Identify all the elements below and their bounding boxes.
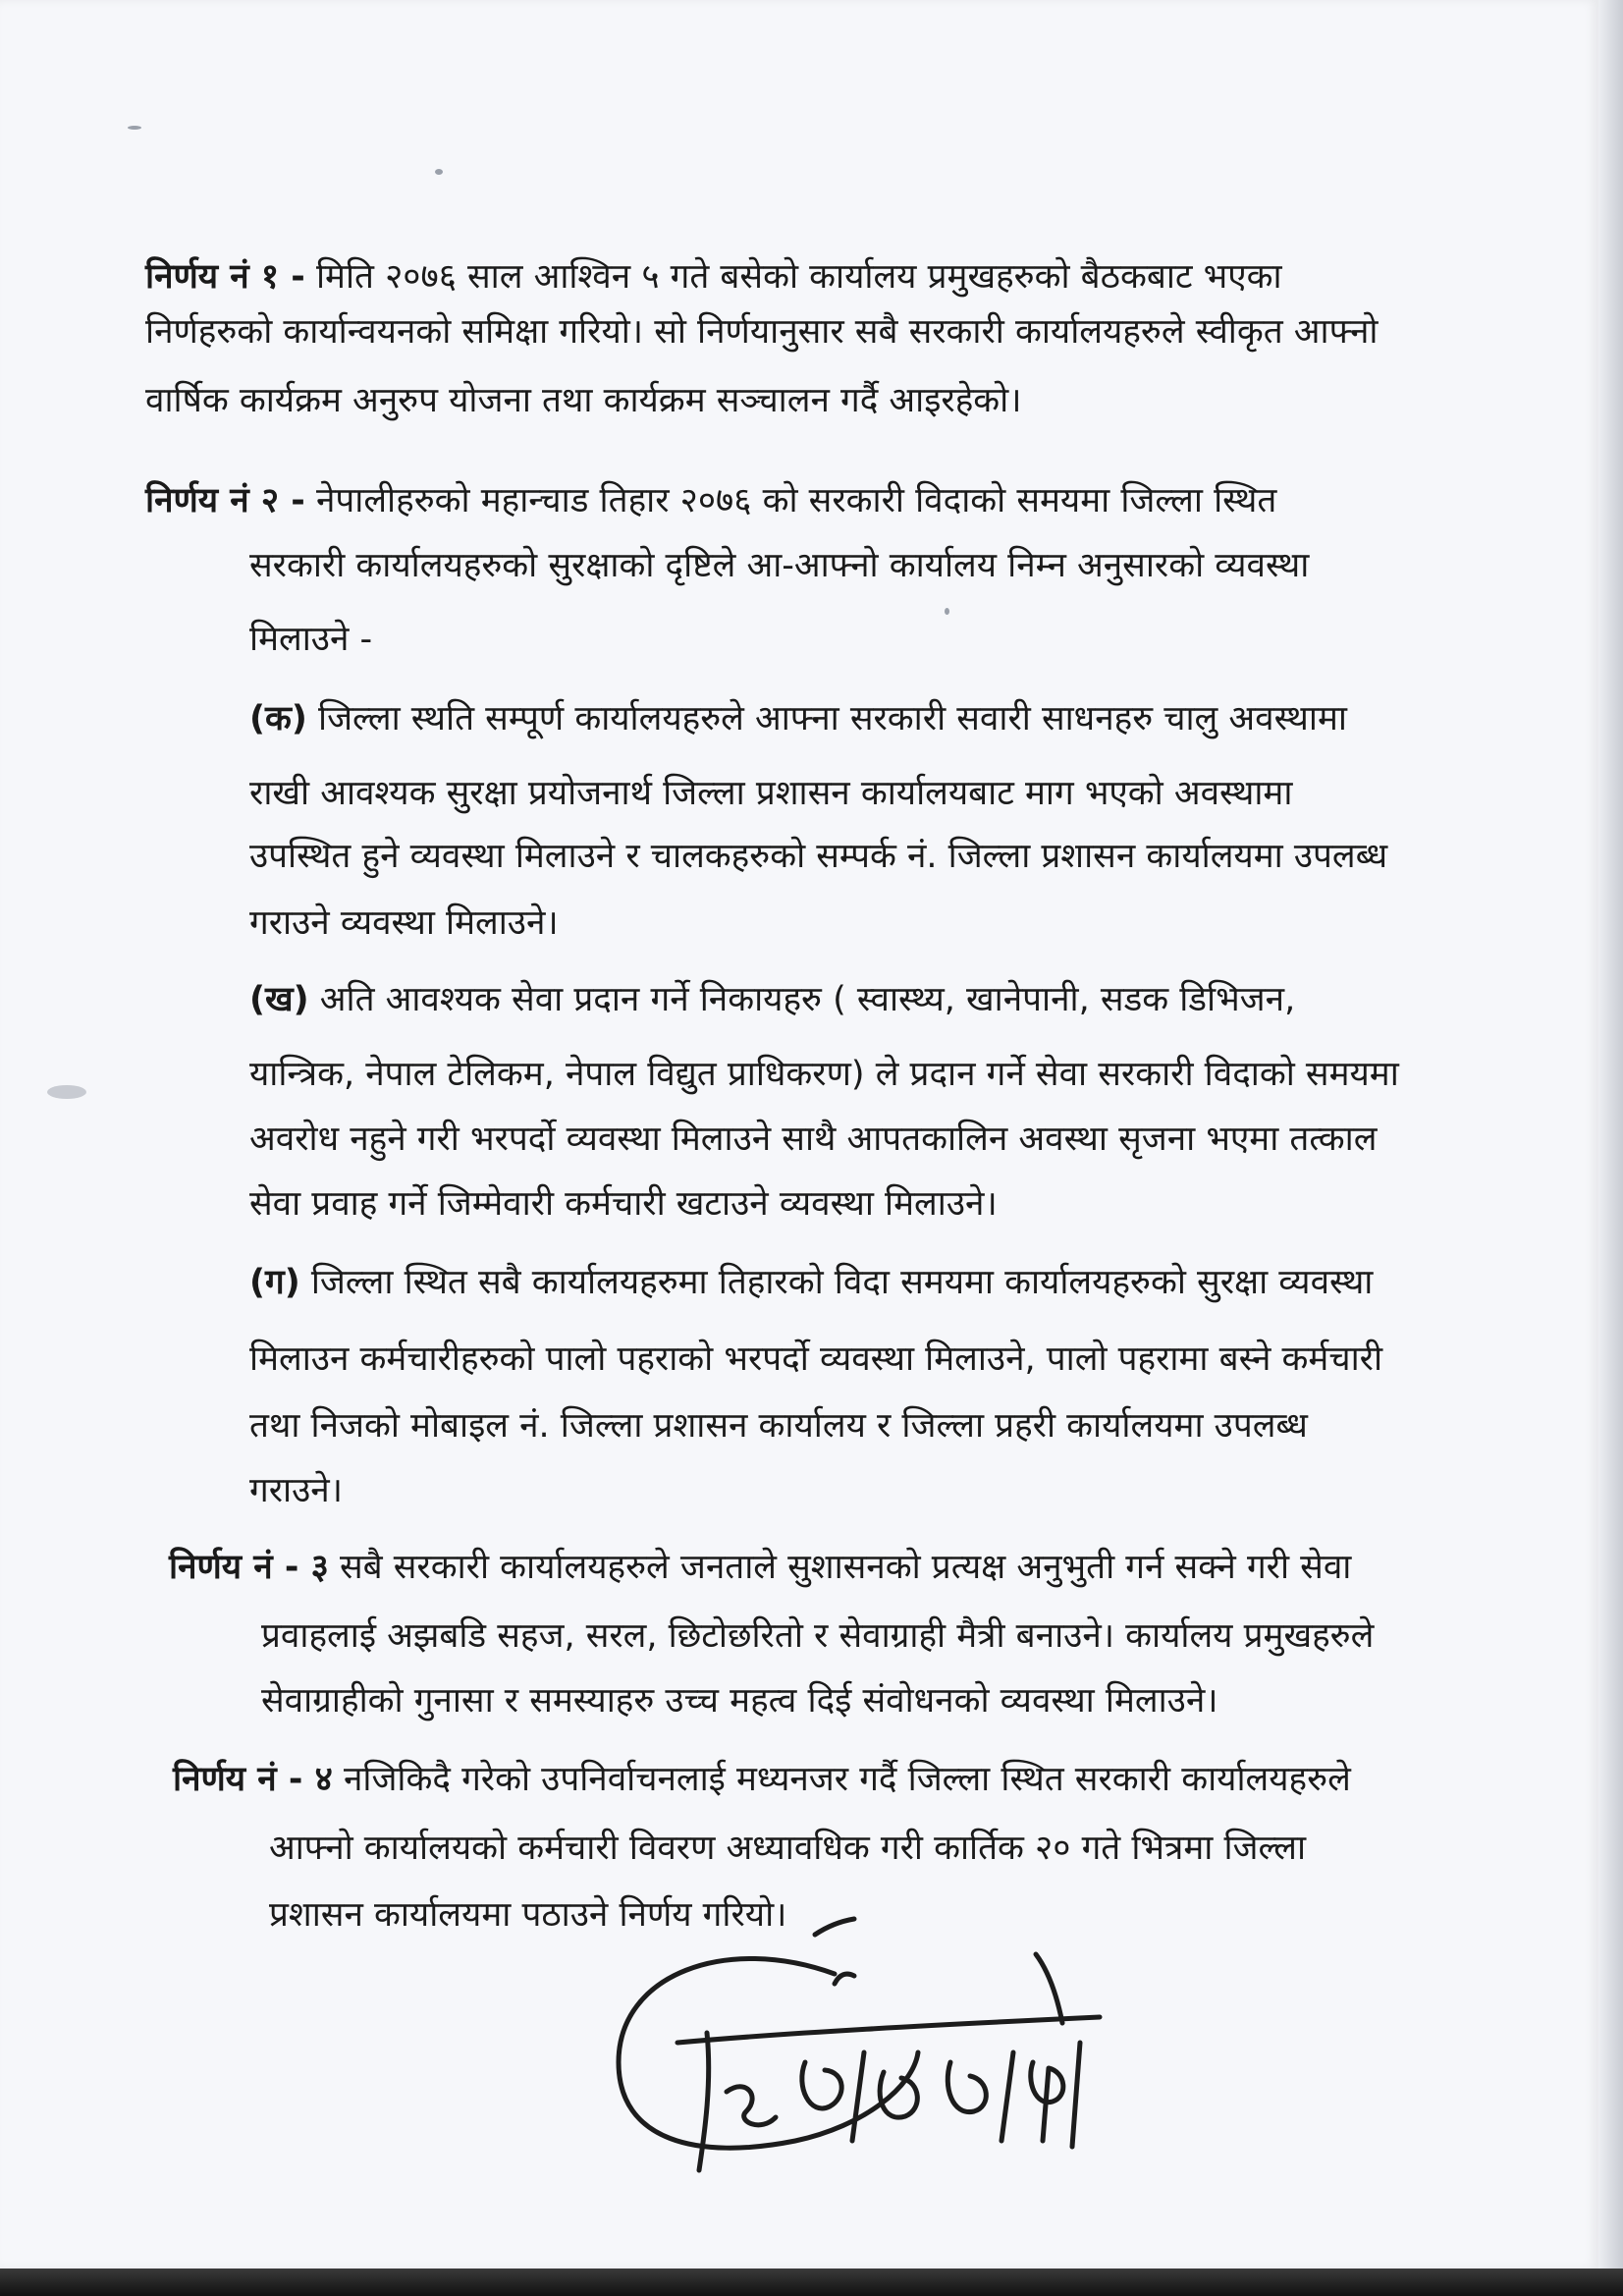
decision-1-line-2: निर्णहरुको कार्यान्वयनको समिक्षा गरियो। सो निर्णयानुसार सबै सरकारी कार्यालयहरुले स्वीकृत आफ्नो xyxy=(145,312,1379,352)
sub-ga-line-2: मिलाउन कर्मचारीहरुको पालो पहराको भरपर्दो व्यवस्था मिलाउने, पालो पहरामा बस्ने कर्मचारी xyxy=(249,1339,1383,1379)
sub-kha-line-2: यान्त्रिक, नेपाल टेलिकम, नेपाल विद्युत प्राधिकरण) ले प्रदान गर्ने सेवा सरकारी विदाको समयमा xyxy=(249,1055,1399,1094)
decision-1-label: निर्णय नं १ - xyxy=(145,257,305,297)
sub-ka-line-2: राखी आवश्यक सुरक्षा प्रयोजनार्थ जिल्ला प्रशासन कार्यालयबाट माग भएको अवस्थामा xyxy=(249,774,1293,813)
scan-speck xyxy=(945,608,949,615)
sub-ka-line-3: उपस्थित हुने व्यवस्था मिलाउने र चालकहरुको सम्पर्क नं. जिल्ला प्रशासन कार्यालयमा उपलब्ध xyxy=(249,837,1388,876)
decision-4-line-3: प्रशासन कार्यालयमा पठाउने निर्णय गरियो। xyxy=(269,1895,787,1935)
scan-speck xyxy=(47,1085,86,1099)
sub-kha-line-4: सेवा प्रवाह गर्ने जिम्मेवारी कर्मचारी खटाउने व्यवस्था मिलाउने। xyxy=(249,1184,998,1224)
decision-2-line-3: मिलाउने - xyxy=(249,620,373,659)
sub-ga-line-4: गराउने। xyxy=(249,1471,343,1510)
decision-1-line-1 xyxy=(145,257,1282,297)
decision-2-text: नेपालीहरुको महान्चाड तिहार २०७६ को सरकारी विदाको समयमा जिल्ला स्थित xyxy=(315,481,1277,520)
scanner-edge-right xyxy=(1598,0,1623,2296)
sub-ga-text: जिल्ला स्थित सबै कार्यालयहरुमा तिहारको विदा समयमा कार्यालयहरुको सुरक्षा व्यवस्था xyxy=(310,1263,1374,1302)
decision-1-line-3: वार्षिक कार्यक्रम अनुरुप योजना तथा कार्यक्रम सञ्चालन गर्दै आइरहेको। xyxy=(145,381,1022,420)
sub-ka-text: जिल्ला स्थति सम्पूर्ण कार्यालयहरुले आफ्ना सरकारी सवारी साधनहरु चालु अवस्थामा xyxy=(318,699,1347,738)
handwritten-signature xyxy=(589,1915,1139,2210)
decision-2-line-2: सरकारी कार्यालयहरुको सुरक्षाको दृष्टिले आ-आफ्नो कार्यालय निम्न अनुसारको व्यवस्था xyxy=(249,546,1310,585)
sub-ga-line-3: तथा निजको मोबाइल नं. जिल्ला प्रशासन कार्यालय र जिल्ला प्रहरी कार्यालयमा उपलब्ध xyxy=(249,1406,1308,1446)
decision-4-text: नजिकिदै गरेको उपनिर्वाचनलाई मध्यनजर गर्दै जिल्ला स्थित सरकारी कार्यालयहरुले xyxy=(343,1760,1351,1799)
decision-1-text: मिति २०७६ साल आश्विन ५ गते बसेको कार्यालय प्रमुखहरुको बैठकबाट भएका xyxy=(315,257,1282,297)
decision-2-line-1 xyxy=(145,481,1276,520)
decision-3-line-1 xyxy=(169,1548,1351,1587)
scan-speck xyxy=(128,126,141,130)
sub-ka-label: (क) xyxy=(249,699,307,738)
decision-3-line-3: सेवाग्राहीको गुनासा र समस्याहरु उच्च महत्व दिई संवोधनको व्यवस्था मिलाउने। xyxy=(261,1681,1218,1721)
decision-4-line-2: आफ्नो कार्यालयको कर्मचारी विवरण अध्यावधिक गरी कार्तिक २० गते भित्रमा जिल्ला xyxy=(269,1829,1307,1868)
decision-3-label: निर्णय नं - ३ xyxy=(169,1548,329,1587)
sub-ka-line-1 xyxy=(249,699,1347,738)
scanner-edge-bottom xyxy=(0,2269,1623,2296)
sub-kha-text: अति आवश्यक सेवा प्रदान गर्ने निकायहरु ( स्वास्थ्य, खानेपानी, सडक डिभिजन, xyxy=(319,980,1296,1019)
decision-4-line-1 xyxy=(173,1760,1351,1799)
decision-2-label: निर्णय नं २ - xyxy=(145,481,305,520)
sub-kha-line-3: अवरोध नहुने गरी भरपर्दो व्यवस्था मिलाउने साथै आपतकालिन अवस्था सृजना भएमा तत्काल xyxy=(249,1120,1378,1159)
decision-3-line-2: प्रवाहलाई अझबडि सहज, सरल, छिटोछरितो र सेवाग्राही मैत्री बनाउने। कार्यालय प्रमुखहरुले xyxy=(261,1616,1375,1656)
sub-kha-line-1 xyxy=(249,980,1295,1019)
sub-kha-label: (ख) xyxy=(249,980,309,1019)
scan-speck xyxy=(435,169,443,175)
sub-ga-line-1 xyxy=(249,1263,1373,1302)
sub-ga-label: (ग) xyxy=(249,1263,300,1302)
decision-4-label: निर्णय नं - ४ xyxy=(173,1760,333,1799)
decision-3-text: सबै सरकारी कार्यालयहरुले जनताले सुशासनको प्रत्यक्ष अनुभुती गर्न सक्ने गरी सेवा xyxy=(339,1548,1352,1587)
sub-ka-line-4: गराउने व्यवस्था मिलाउने। xyxy=(249,903,559,943)
